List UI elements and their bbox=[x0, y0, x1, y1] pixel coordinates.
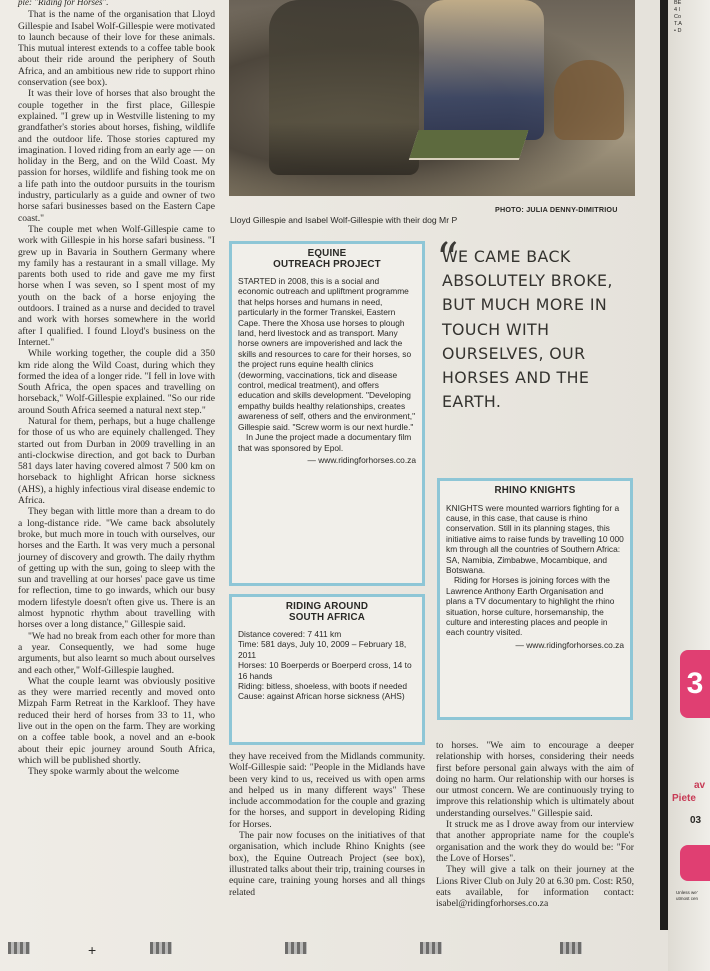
strip-fine-print: Unless we’ utmost cen bbox=[676, 890, 699, 901]
article-column-3 bbox=[436, 740, 634, 909]
riding-around-box bbox=[229, 594, 425, 745]
box-title-line: SOUTH AFRICA bbox=[288, 611, 366, 623]
fact-line: Riding: bitless, shoeless, with boots if needed bbox=[238, 681, 407, 692]
strip-text bbox=[674, 0, 710, 35]
paragraph: While working together, the couple did a 350 km ride along the Wild Coast, during which they formed the idea of a longer ride. "I fell in love with South Africa, the open spaces and travelling on horseback," Wolf-Gillespie explained. "So our ride around South Africa seemed a natural next step." bbox=[18, 348, 215, 416]
photo-credit: PHOTO: JULIA DENNY-DIMITRIOU bbox=[495, 205, 618, 214]
photo-figure-woman bbox=[424, 0, 544, 140]
strip-text: Piete bbox=[672, 793, 696, 804]
photo-dog bbox=[554, 60, 624, 140]
paragraph: That is the name of the organisation that Lloyd Gillespie and Isabel Wolf-Gillespie were motivated to launch because of their love for these animals. This mutual interest extends to a coffee table book about their ride around the periphery of South Africa, and an ambitious new ride to support rhino conservation (see box). bbox=[18, 9, 215, 89]
box-paragraph: Riding for Horses is joining forces with the Lawrence Anthony Earth Organisation and plans a TV documentary to highlight the rhino situation, horse culture, horsemanship, the culture and interesting places and people in each country visited. bbox=[446, 575, 615, 638]
strip-line: T.A bbox=[674, 21, 682, 27]
photo-caption: Lloyd Gillespie and Isabel Wolf-Gillespie with their dog Mr P bbox=[230, 215, 458, 225]
article-column-1 bbox=[18, 0, 215, 777]
article-photo bbox=[229, 0, 635, 196]
paragraph: to horses. "We aim to encourage a deeper relationship with horses, considering their needs first before personal gain always with the aim of doing no harm. Our relationship with our horses is our utmost concern. We are continuously trying to improve this relationship which is ultimately about understanding ourselves." Gillespie said. bbox=[436, 740, 634, 819]
photo-book bbox=[409, 130, 528, 158]
equine-outreach-box bbox=[229, 241, 425, 586]
registration-mark bbox=[420, 942, 442, 954]
registration-mark bbox=[8, 942, 30, 954]
adjacent-page-strip bbox=[668, 0, 710, 971]
box-title bbox=[238, 602, 416, 623]
box-title: RHINO KNIGHTS bbox=[494, 485, 576, 496]
article-column-2 bbox=[229, 751, 425, 898]
pull-quote: WE CAME BACK ABSOLUTELY BROKE, BUT MUCH MORE IN TOUCH WITH OURSELVES, OUR HORSES AND THE EARTH. bbox=[442, 247, 613, 412]
strip-text: 03 bbox=[690, 815, 702, 826]
box-paragraph: In June the project made a documentary film that was sponsored by Epol. bbox=[238, 432, 412, 453]
photo-figure-man bbox=[269, 0, 419, 175]
paragraph: they have received from the Midlands community. Wolf-Gillespie said: "People in the Midlands have been very kind to us, received us with open arms and helped us in many different ways" These include accommodation for the couple and grazing for the horses, and support in developing Riding for Horses. bbox=[229, 751, 425, 830]
box-url: — www.ridingforhorses.co.za bbox=[515, 639, 624, 650]
paragraph: What the couple learnt was obviously positive as they were married recently and moved onto Mizpah Farm Retreat in the Karkloof. They have reduced their herd of horses from 33 to 11, who live out in the open on the farm. They are working on a coffee table book, a novel and an e-book about their epic journey around South Africa, which will be published shortly. bbox=[18, 675, 215, 766]
fact-line: Cause: against African horse sickness (AHS) bbox=[238, 691, 405, 702]
registration-mark bbox=[285, 942, 307, 954]
paragraph: They began with little more than a dream to do a long-distance ride. "We came back absolutely broke, but much more in touch with ourselves, our horses and the Earth. It was very much a personal journey of discovery and growth. The daily rhythm of getting up with the sun, going to sleep with the sun and travelling at our horses' pace gave us time for reflection, time to go inwards, which our busy modern lifestyle doesn't often give us. There is an almost hypnotic rhythm about travelling with horses over a long distance," Gillespie said. bbox=[18, 506, 215, 631]
paragraph: It was their love of horses that also brought the couple together in the first place, Gillespie explained. "I grew up in Westville listening to my grandfather's stories about horses, fishing, wildlife and the outdoor life. Those stories captured my imagination. I loved riding from an early age — on holiday in the Berg, and on the Wild Coast. My passion for horses, wildlife and fishing took me on a life path into the outdoor pursuits in the tourism industry, particularly as a guide and owner of two horse safari businesses based on the Eastern Cape coast." bbox=[18, 88, 215, 224]
box-paragraph: KNIGHTS were mounted warriors fighting for a cause, in this case, that cause is rhino conservation. Still in its planning stages, this initiative aims to raise funds by travelling 10 000 km through all the countries of Southern Africa: SA, Namibia, Zimbabwe, Mocambique, and Botswana. bbox=[446, 502, 624, 575]
strip-line: BE bbox=[674, 0, 682, 6]
box-title-line: RIDING AROUND bbox=[285, 601, 369, 612]
paragraph: The pair now focuses on the initiatives of that organisation, which include Rhino Knights (see box), the Equine Outreach Project (see box), illustrated talks about their trip, training courses in equine care, training young horses and all things related bbox=[229, 830, 425, 898]
paragraph: They will give a talk on their journey at the Lions River Club on July 20 at 6.30 pm. Cost: R50, eats available, for information contact: isabel@ridingforhorses.co.za bbox=[436, 864, 635, 910]
box-url: — www.ridingforhorses.co.za bbox=[307, 454, 416, 465]
box-title-line: EQUINE bbox=[307, 248, 347, 259]
strip-line: • D bbox=[674, 28, 682, 34]
strip-line: 4 l bbox=[674, 7, 680, 13]
fact-line: Time: 581 days, July 10, 2009 – February 18, 2011 bbox=[238, 639, 407, 660]
paragraph: It struck me as I drove away from our interview that another appropriate name for the couple's organisation and the work they do would be: "For the Love of Horses". bbox=[436, 819, 634, 864]
kicker-line: ple: "Riding for Horses". bbox=[18, 0, 109, 7]
column-rule bbox=[660, 0, 668, 930]
paragraph: "We had no break from each other for more than a year. Consequently, we had some huge arguments, but also learnt so much about ourselves and each other," Wolf-Gillespie laughed. bbox=[18, 630, 215, 676]
strip-text: av bbox=[694, 780, 706, 791]
strip-pink-block bbox=[680, 845, 710, 881]
quote-mark-icon: “ bbox=[436, 234, 459, 285]
registration-mark bbox=[560, 942, 582, 954]
crop-cross-icon: + bbox=[88, 942, 97, 958]
fact-line: Horses: 10 Boerperds or Boerperd cross, 14 to 16 hands bbox=[238, 660, 412, 681]
strip-line: Co bbox=[674, 14, 682, 20]
paragraph: They spoke warmly about the welcome bbox=[28, 766, 180, 778]
strip-number-badge: 3 bbox=[680, 650, 710, 718]
rhino-knights-box bbox=[437, 478, 633, 720]
fact-line: Distance covered: 7 411 km bbox=[238, 629, 342, 639]
registration-mark bbox=[150, 942, 172, 954]
box-title-line: OUTREACH PROJECT bbox=[273, 258, 381, 270]
paragraph: The couple met when Wolf-Gillespie came to work with Gillespie in his horse safari business. "I grew up in Bavaria in Southern Germany where my family has a restaurant in a small village. My parents both used to ride and gave me my first horse when I was seven, so I spent most of my youth on the back of a horse enjoying the outdoors. I trained as a nurse and decided to travel and work with horses somewhere in the world after I qualified. I found Lloyd's business on the Internet." bbox=[18, 223, 215, 348]
paragraph: Natural for them, perhaps, but a huge challenge for those of us who are equinely challenged. They started out from Durban in 2009 travelling in an anti-clockwise direction, and got back to Durban 581 days later having covered almost 7 500 km on horseback to highlight African horse sickness (AHS), a highly infectious viral disease endemic to Africa. bbox=[18, 415, 215, 507]
box-paragraph: STARTED in 2008, this is a social and economic outreach and upliftment programme that helps horses and humans in need, particularly in the former Transkei, Eastern Cape. There the Xhosa use horses to plough land, herd livestock and as transport. Many horse owners are impoverished and lack the skills and resources to care for their horses, so the project runs equine health clinics (deworming, vaccinations, tick and disease control, medical treatment), and offers education and skills development. "Developing empathy builds healthy relationships, creates awareness of self, others and the environment," Gillespie said. "Screw worm is our next hurdle." bbox=[238, 276, 416, 432]
box-title bbox=[238, 249, 416, 270]
